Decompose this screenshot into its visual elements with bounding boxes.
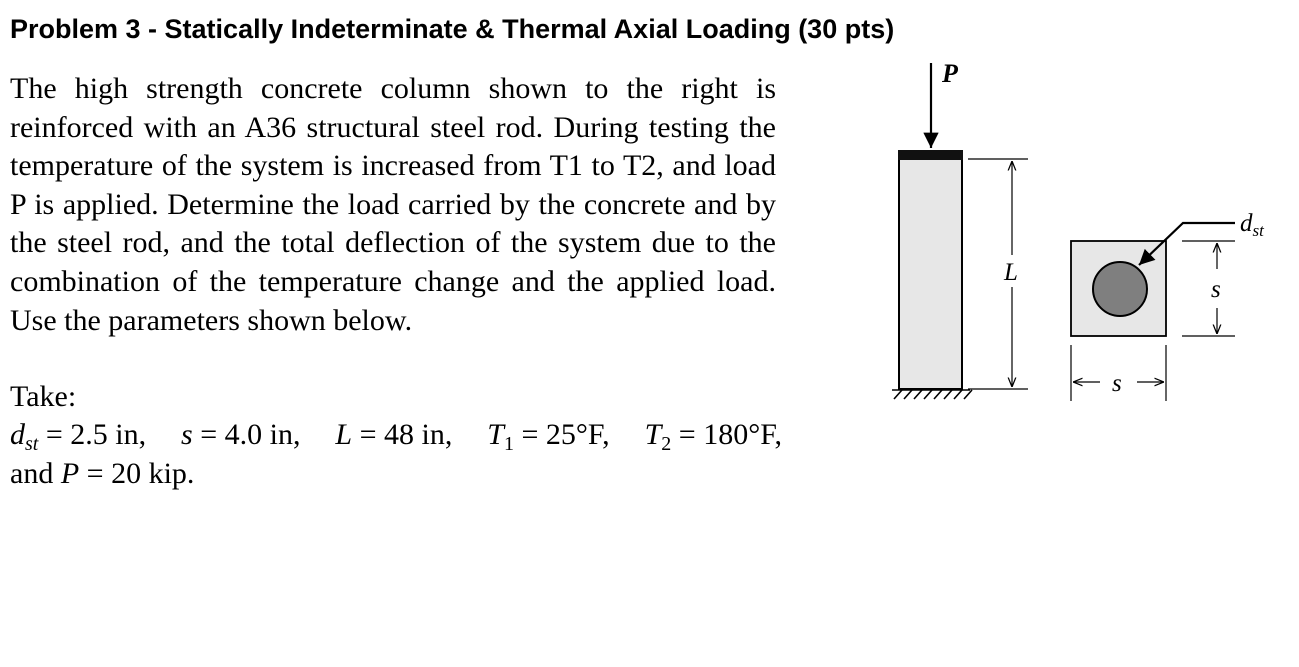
parameter-line-1 bbox=[10, 416, 782, 455]
rod-diameter-label: $d_{st}$ bbox=[1240, 210, 1264, 240]
load-plate bbox=[898, 150, 963, 160]
take-label: Take: bbox=[10, 380, 77, 413]
load-label: P bbox=[942, 59, 958, 88]
param-T1: $T_1 = 25^\circ F$, bbox=[487, 418, 610, 455]
side-label-vertical: s bbox=[1211, 276, 1221, 303]
side-dimension-vertical bbox=[1182, 241, 1235, 336]
side-label-horizontal: s bbox=[1112, 370, 1122, 397]
length-label: L bbox=[1004, 259, 1018, 286]
steel-rod bbox=[1093, 262, 1147, 316]
length-dimension bbox=[968, 159, 1028, 389]
param-s: s = 4.0 in, bbox=[181, 418, 301, 451]
ground-support bbox=[892, 390, 972, 399]
param-P: P = 20 kip. bbox=[60, 456, 195, 490]
problem-title: Problem 3 - Statically Indeterminate & Thermal Axial Loading (30 pts) bbox=[10, 14, 895, 44]
param-T2: $T_2 = 180^\circ F$, bbox=[644, 418, 782, 455]
parameter-list bbox=[10, 416, 782, 493]
param-dst: $d_{st} = 2.5$ in, bbox=[10, 418, 147, 455]
column-figure bbox=[880, 55, 1280, 415]
column-body bbox=[899, 159, 962, 389]
problem-description: The high strength concrete column shown to the right is reinforced with an A36 structural steel rod. During testing the temperature of the system is increased from T1 to T2, and load P is applied. Determine the load carried by the concrete and by the steel rod, and the total deflection of the system due to the combination of the temperature change and the applied load. Use the parameters shown below. bbox=[10, 72, 776, 337]
parameter-line-2: and P = 20 kip. bbox=[10, 456, 195, 490]
param-L: L = 48 in, bbox=[335, 418, 453, 451]
